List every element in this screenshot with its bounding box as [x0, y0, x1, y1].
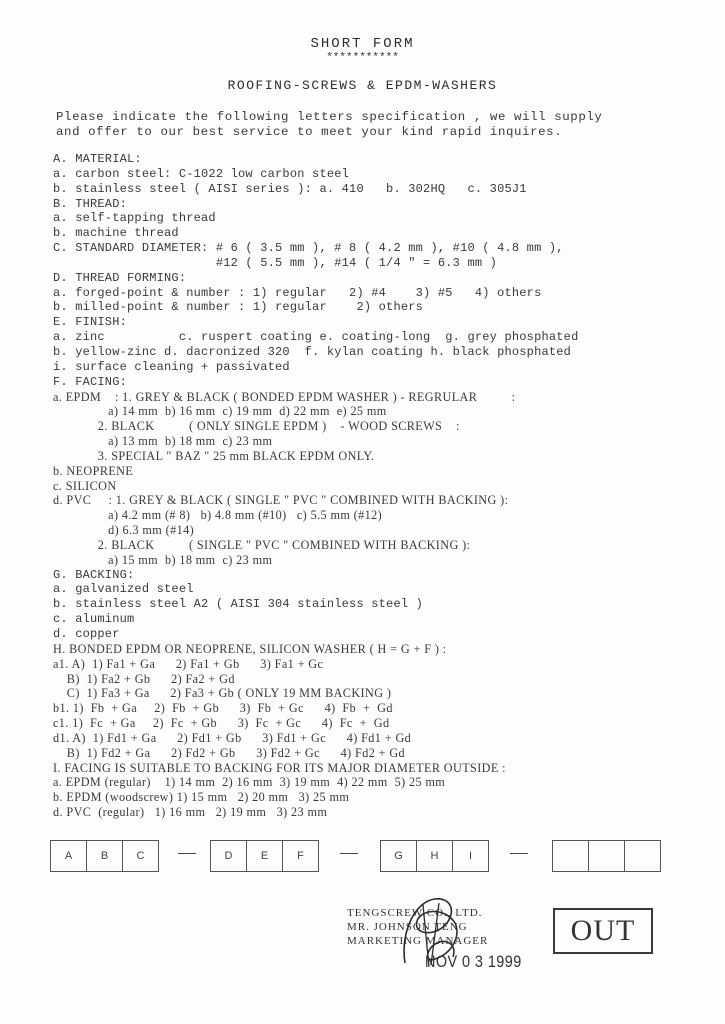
signer-name: MR. JOHNSON TENG — [347, 921, 468, 933]
spec-line: G. BACKING: — [53, 567, 135, 582]
code-cell[interactable]: F — [297, 850, 304, 862]
code-cell[interactable] — [625, 841, 660, 871]
code-group-blank — [552, 840, 661, 872]
spec-line: b. yellow-zinc d. dacronized 320 f. kylan coating h. black phosphated — [53, 344, 572, 359]
spec-line: E. FINISH: — [53, 315, 128, 330]
spec-line: 2. BLACK ( SINGLE " PVC " COMBINED WITH BACKING ): — [53, 537, 471, 552]
specification-list — [53, 152, 713, 820]
code-cell[interactable] — [589, 841, 625, 871]
spec-line: b. stainless steel A2 ( AISI 304 stainless steel ) — [53, 597, 424, 612]
code-group-def — [210, 840, 319, 872]
spec-line: b1. 1) Fb + Ga 2) Fb + Gb 3) Fb + Gc 4) Fb + Gd — [53, 701, 393, 716]
code-cell[interactable] — [553, 841, 589, 871]
spec-line: B) 1) Fa2 + Gb 2) Fa2 + Gd — [53, 671, 235, 686]
code-cell[interactable]: H — [417, 841, 453, 871]
spec-line: b. machine thread — [53, 226, 179, 241]
form-subtitle: ROOFING-SCREWS & EPDM-WASHERS — [227, 78, 498, 93]
spec-line: #12 ( 5.5 mm ), #14 ( 1/4 " = 6.3 mm ) — [53, 255, 498, 270]
spec-line: A. MATERIAL: — [53, 152, 142, 166]
intro-line-1: Please indicate the following letters specification , we will supply — [56, 110, 603, 124]
spec-line: 3. SPECIAL " BAZ " 25 mm BLACK EPDM ONLY. — [53, 448, 375, 463]
spec-line: F. FACING: — [53, 374, 128, 389]
separator-dash — [510, 853, 528, 854]
code-cell[interactable]: E — [247, 841, 283, 871]
spec-line: a. forged-point & number : 1) regular 2) #4 3) #5 4) others — [53, 285, 542, 300]
code-entry-boxes — [50, 840, 670, 872]
separator-dash — [178, 853, 196, 854]
spec-line: a1. A) 1) Fa1 + Ga 2) Fa1 + Gb 3) Fa1 + Gc — [53, 656, 324, 671]
spec-line: b. stainless steel ( AISI series ): a. 410 b. 302HQ c. 305J1 — [53, 181, 527, 196]
separator-dash — [340, 853, 358, 854]
code-cell[interactable]: C — [136, 850, 145, 862]
spec-line: d. PVC : 1. GREY & BLACK ( SINGLE " PVC " COMBINED WITH BACKING ): — [53, 493, 509, 508]
spec-line: a. self-tapping thread — [53, 211, 216, 226]
date-stamp: NOV 0 3 1999 — [425, 952, 522, 971]
code-cell[interactable]: I — [468, 850, 473, 862]
spec-line: D. THREAD FORMING: — [53, 270, 187, 285]
spec-line: I. FACING IS SUITABLE TO BACKING FOR ITS MAJOR DIAMETER OUTSIDE : — [53, 760, 506, 775]
code-cell[interactable]: B — [87, 841, 123, 871]
spec-line: a. carbon steel: C-1022 low carbon steel — [53, 166, 350, 181]
form-title: SHORT FORM — [310, 36, 415, 52]
spec-line: b. NEOPRENE — [53, 463, 134, 478]
spec-line: B. THREAD: — [53, 196, 128, 211]
code-cell[interactable]: G — [381, 841, 417, 871]
signer-title: MARKETING MANAGER — [347, 935, 489, 947]
title-underline-stars: *********** — [326, 52, 399, 64]
spec-line: c. aluminum — [53, 612, 135, 627]
spec-line: a) 13 mm b) 18 mm c) 23 mm — [53, 434, 273, 449]
code-group-ghi — [380, 840, 489, 872]
spec-line: a. galvanized steel — [53, 582, 194, 597]
spec-line: b. milled-point & number : 1) regular 2) others — [53, 300, 424, 315]
spec-line: a) 4.2 mm (# 8) b) 4.8 mm (#10) c) 5.5 mm (#12) — [53, 508, 383, 523]
spec-line: d) 6.3 mm (#14) — [53, 523, 195, 538]
code-cell[interactable]: A — [51, 841, 87, 871]
spec-line: c. SILICON — [53, 478, 117, 493]
spec-line: i. surface cleaning + passivated — [53, 359, 290, 374]
spec-line: a. zinc c. ruspert coating e. coating-long g. grey phosphated — [53, 330, 579, 345]
spec-line: C) 1) Fa3 + Ga 2) Fa3 + Gb ( ONLY 19 MM BACKING ) — [53, 686, 392, 701]
spec-line: c1. 1) Fc + Ga 2) Fc + Gb 3) Fc + Gc 4) Fc + Gd — [53, 716, 390, 731]
spec-line: B) 1) Fd2 + Ga 2) Fd2 + Gb 3) Fd2 + Gc 4) Fd2 + Gd — [53, 745, 406, 760]
out-stamp: OUT — [553, 908, 653, 954]
code-cell[interactable]: D — [211, 841, 247, 871]
spec-line: 2. BLACK ( ONLY SINGLE EPDM ) - WOOD SCREWS : — [53, 419, 460, 434]
spec-line: a) 15 mm b) 18 mm c) 23 mm — [53, 552, 273, 567]
spec-line: a) 14 mm b) 16 mm c) 19 mm d) 22 mm e) 25 mm — [53, 404, 387, 419]
spec-line: a. EPDM : 1. GREY & BLACK ( BONDED EPDM WASHER ) - REGRULAR : — [53, 389, 516, 404]
intro-line-2: and offer to our best service to meet your kind rapid inquires. — [56, 125, 563, 139]
spec-line: d1. A) 1) Fd1 + Ga 2) Fd1 + Gb 3) Fd1 + Gc 4) Fd1 + Gd — [53, 730, 412, 745]
spec-line: a. EPDM (regular) 1) 14 mm 2) 16 mm 3) 19 mm 4) 22 mm 5) 25 mm — [53, 775, 446, 790]
spec-line: d. copper — [53, 627, 120, 641]
company-name: TENGSCREW CO., LTD. — [347, 907, 483, 919]
spec-line: b. EPDM (woodscrew) 1) 15 mm 2) 20 mm 3) 25 mm — [53, 790, 350, 805]
spec-line: H. BONDED EPDM OR NEOPRENE, SILICON WASHER ( H = G + F ) : — [53, 641, 447, 656]
spec-line: d. PVC (regular) 1) 16 mm 2) 19 mm 3) 23 mm — [53, 805, 328, 820]
spec-line: C. STANDARD DIAMETER: # 6 ( 3.5 mm ), # 8 ( 4.2 mm ), #10 ( 4.8 mm ), — [53, 241, 564, 256]
code-group-abc — [50, 840, 159, 872]
